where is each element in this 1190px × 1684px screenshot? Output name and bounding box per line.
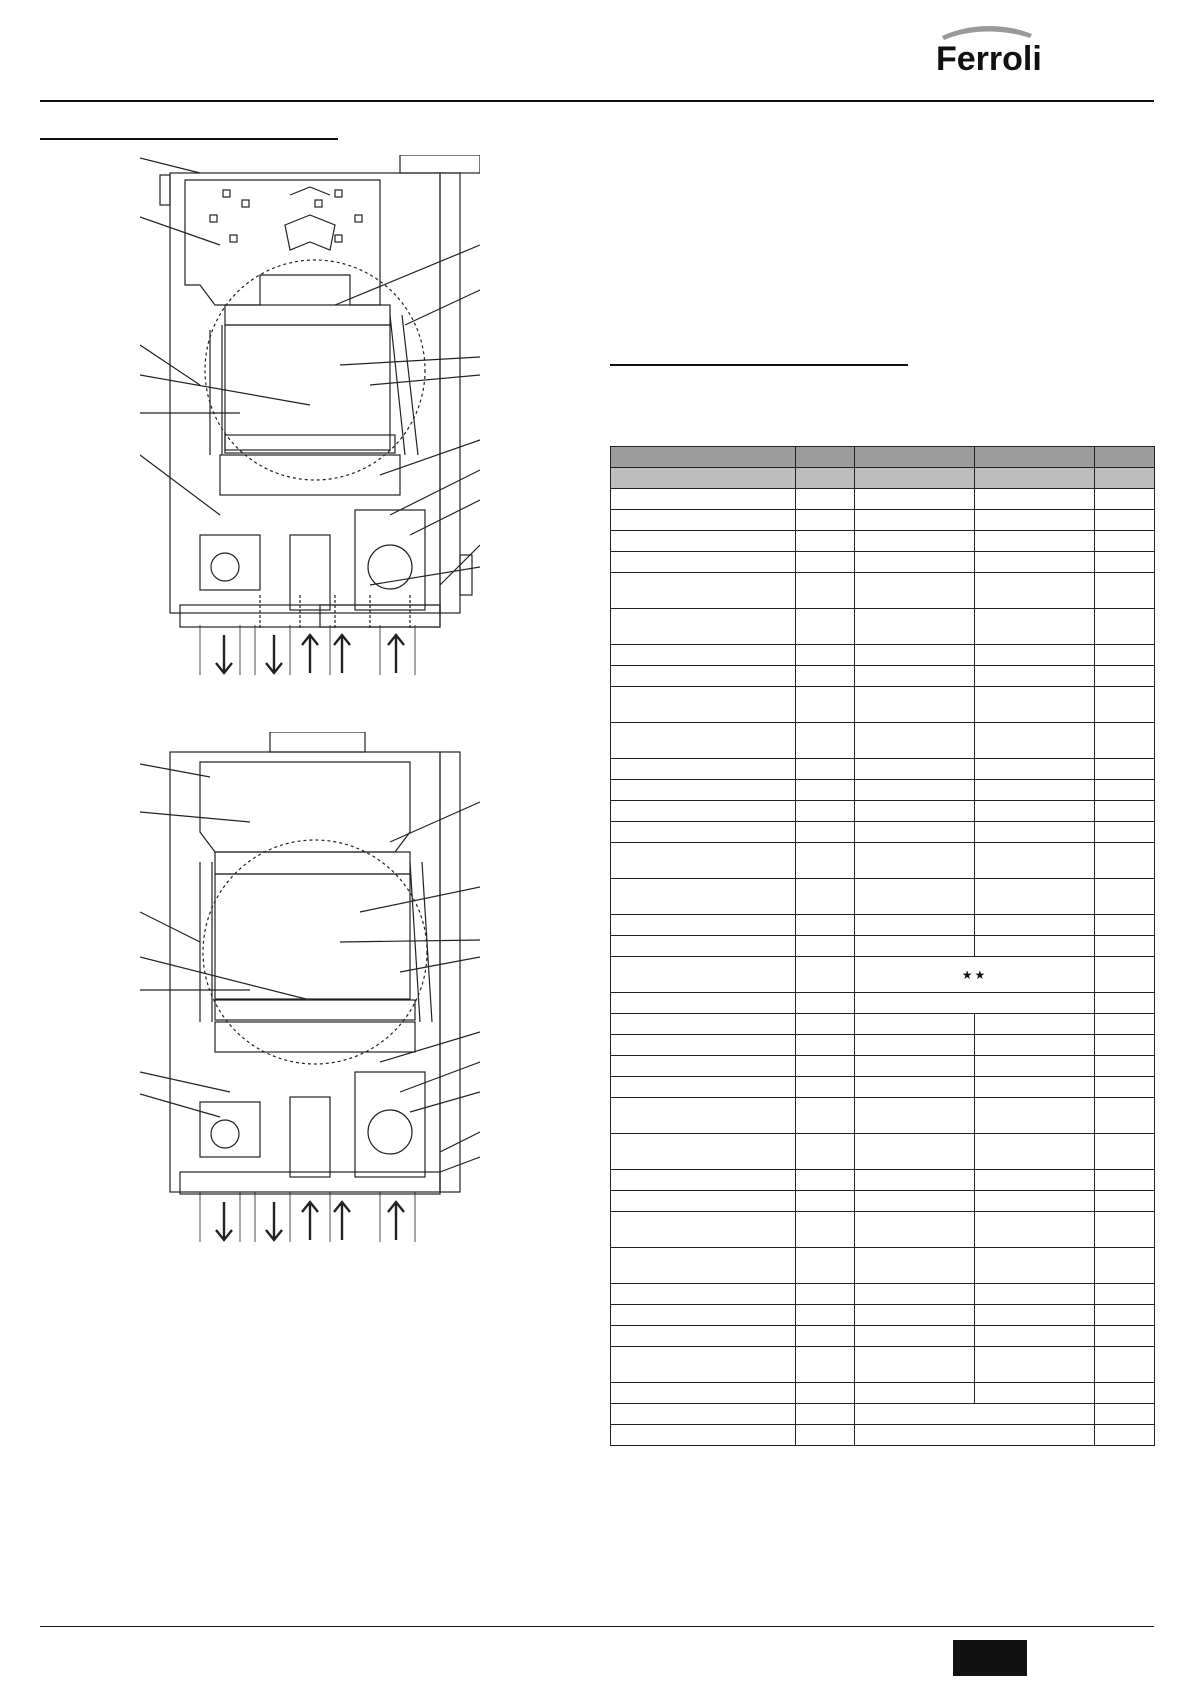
table-row [611, 1326, 1155, 1347]
table-row [611, 822, 1155, 843]
table-row [611, 489, 1155, 510]
footer-rule [40, 1626, 1154, 1627]
table-row [611, 1077, 1155, 1098]
table-row [611, 552, 1155, 573]
ferroli-logo [932, 26, 1044, 76]
boiler-diagram-1 [140, 155, 480, 675]
table-row [611, 993, 1155, 1014]
table-row [611, 1305, 1155, 1326]
logo-text: Ferroli [936, 40, 1042, 76]
table-row [611, 723, 1155, 759]
table-row [611, 531, 1155, 552]
boiler-diagram-2 [140, 732, 480, 1252]
table-row [611, 879, 1155, 915]
table-row [611, 1383, 1155, 1404]
table-row [611, 915, 1155, 936]
table-row [611, 759, 1155, 780]
header-rule [40, 100, 1154, 102]
table-row [611, 957, 1155, 993]
table-row [611, 936, 1155, 957]
table-row [611, 780, 1155, 801]
page-number-box [953, 1640, 1027, 1676]
table-row [611, 801, 1155, 822]
table-row [611, 687, 1155, 723]
table-row [611, 645, 1155, 666]
table-row [611, 1035, 1155, 1056]
table-row [611, 1098, 1155, 1134]
table-row [611, 1284, 1155, 1305]
section-title-rule-left [40, 138, 338, 140]
table-row [611, 1404, 1155, 1425]
table-row [611, 1056, 1155, 1077]
table-subheader-row [611, 468, 1155, 489]
star-rating-marks: ★★ [855, 957, 1095, 993]
table-row [611, 1191, 1155, 1212]
table-row [611, 1014, 1155, 1035]
table-row [611, 1248, 1155, 1284]
table-row [611, 510, 1155, 531]
table-row [611, 1425, 1155, 1446]
table-row [611, 666, 1155, 687]
table-row [611, 609, 1155, 645]
technical-data-table [610, 446, 1155, 1446]
table-row [611, 1212, 1155, 1248]
section-title-rule-right [610, 364, 908, 366]
table-header-row [611, 447, 1155, 468]
table-row [611, 1347, 1155, 1383]
table-row [611, 843, 1155, 879]
table-row [611, 573, 1155, 609]
table-row [611, 1134, 1155, 1170]
table-row [611, 1170, 1155, 1191]
